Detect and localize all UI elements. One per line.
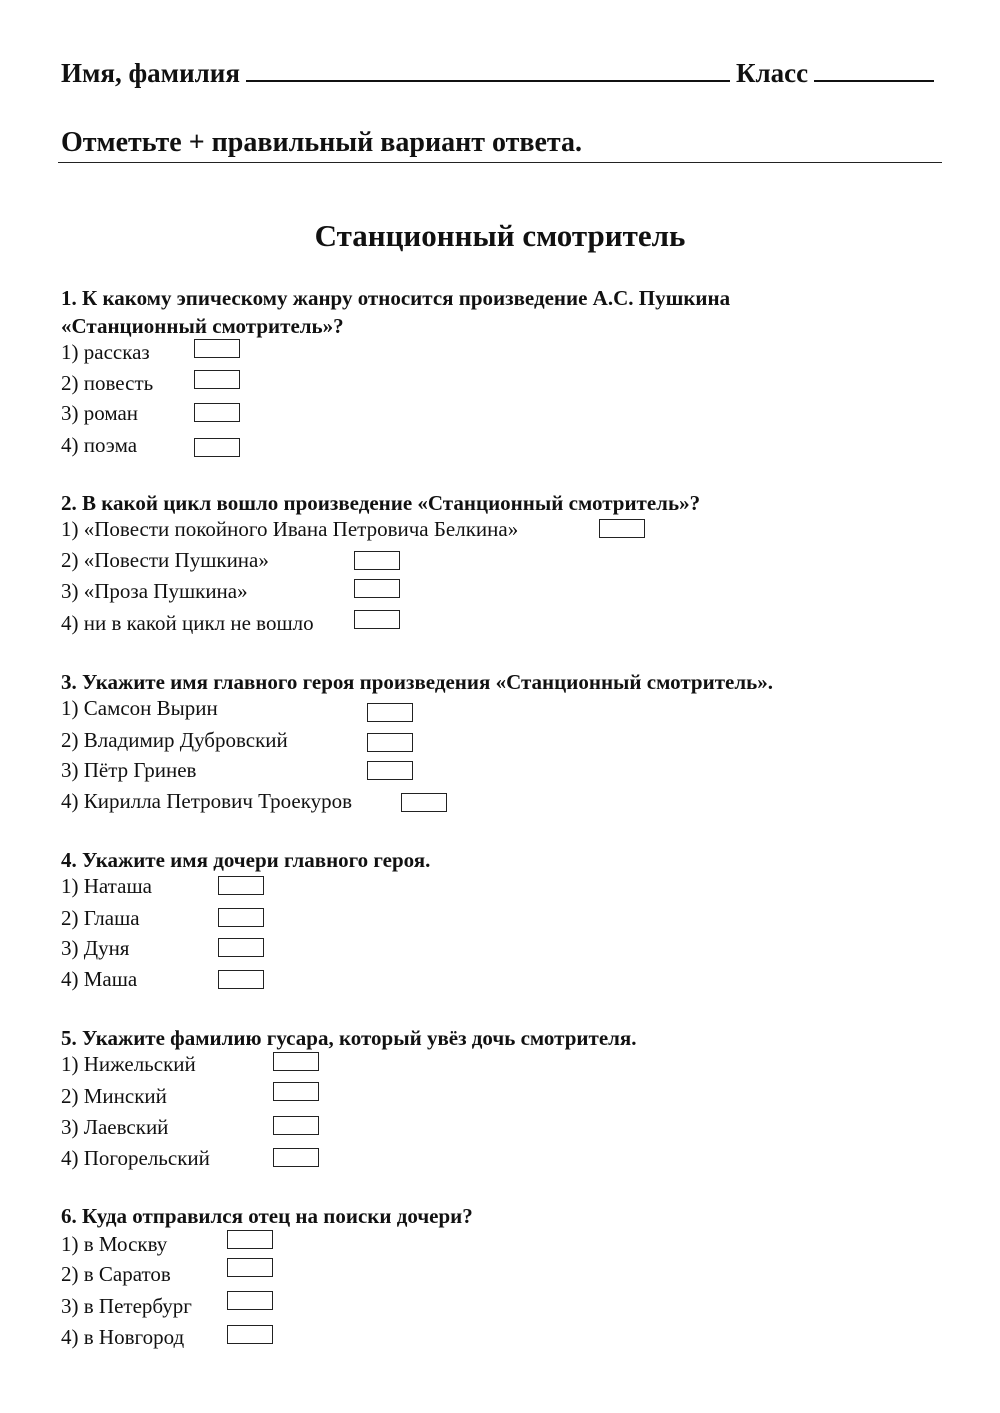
question-4-option-2: 2) Глаша [61,906,140,930]
question-2 [61,489,941,635]
question-2-text: 2. В какой цикл вошло произведение «Станционный смотритель»? [61,491,701,515]
question-2-answer-box-2[interactable] [354,551,400,570]
question-6-option-3: 3) в Петербург [61,1294,192,1318]
class-field[interactable] [814,58,934,82]
question-5-option-4: 4) Погорельский [61,1146,210,1170]
name-label: Имя, фамилия [61,58,240,88]
question-4-answer-box-1[interactable] [218,876,264,895]
question-1-answer-box-4[interactable] [194,438,240,457]
question-1-text-line2: «Станционный смотритель»? [61,314,344,338]
question-2-option-3: 3) «Проза Пушкина» [61,579,248,603]
question-3-option-3: 3) Пётр Гринев [61,758,197,782]
question-1-answer-box-3[interactable] [194,403,240,422]
question-5-answer-box-1[interactable] [273,1052,319,1071]
question-3-option-1: 1) Самсон Вырин [61,696,218,720]
instruction-divider [58,162,942,163]
page-title: Станционный смотритель [314,218,686,253]
question-3-answer-box-3[interactable] [367,761,413,780]
question-6-option-4: 4) в Новгород [61,1325,185,1349]
question-2-answer-box-3[interactable] [354,579,400,598]
question-4-option-1: 1) Наташа [61,874,152,898]
question-1-option-4: 4) поэма [61,433,138,457]
question-6-answer-box-1[interactable] [227,1230,273,1249]
question-1-option-3: 3) роман [61,401,139,425]
question-4-answer-box-4[interactable] [218,970,264,989]
question-6-option-1: 1) в Москву [61,1232,168,1256]
question-5-answer-box-3[interactable] [273,1116,319,1135]
question-6-text: 6. Куда отправился отец на поиски дочери? [61,1204,473,1228]
question-1-answer-box-2[interactable] [194,370,240,389]
class-label: Класс [735,58,809,88]
question-5-option-3: 3) Лаевский [61,1115,169,1139]
question-3-option-4: 4) Кирилла Петрович Троекуров [61,789,353,813]
question-3 [61,668,941,813]
question-6 [61,1202,941,1349]
question-4-option-3: 3) Дуня [61,936,130,960]
question-1-text [61,284,941,340]
question-5-text: 5. Укажите фамилию гусара, который увёз дочь смотрителя. [61,1026,637,1050]
question-2-option-1: 1) «Повести покойного Ивана Петровича Белкина» [61,517,519,541]
question-5 [61,1024,941,1170]
question-1-answer-box-1[interactable] [194,339,240,358]
question-5-answer-box-4[interactable] [273,1148,319,1167]
question-1-option-2: 2) повесть [61,371,154,395]
name-field[interactable] [246,58,730,82]
question-4-option-4: 4) Маша [61,967,138,991]
question-5-option-2: 2) Минский [61,1084,167,1108]
question-1 [61,284,941,457]
question-4-answer-box-3[interactable] [218,938,264,957]
question-2-answer-box-4[interactable] [354,610,400,629]
question-1-option-1: 1) рассказ [61,340,150,364]
question-1-text-line1: 1. К какому эпическому жанру относится произведение А.С. Пушкина [61,286,731,310]
question-6-answer-box-3[interactable] [227,1291,273,1310]
header-line [61,58,941,89]
question-3-text: 3. Укажите имя главного героя произведения «Станционный смотритель». [61,670,773,694]
question-5-option-1: 1) Нижельский [61,1052,196,1076]
question-2-option-2: 2) «Повести Пушкина» [61,548,269,572]
instruction-text: Отметьте + правильный вариант ответа. [61,127,583,158]
question-3-option-2: 2) Владимир Дубровский [61,728,288,752]
question-4-text: 4. Укажите имя дочери главного героя. [61,848,431,872]
question-6-option-2: 2) в Саратов [61,1262,171,1286]
question-6-answer-box-2[interactable] [227,1258,273,1277]
question-5-answer-box-2[interactable] [273,1082,319,1101]
question-2-answer-box-1[interactable] [599,519,645,538]
question-4 [61,846,941,991]
question-6-answer-box-4[interactable] [227,1325,273,1344]
question-4-answer-box-2[interactable] [218,908,264,927]
question-2-option-4: 4) ни в какой цикл не вошло [61,611,314,635]
question-3-answer-box-4[interactable] [401,793,447,812]
question-3-answer-box-2[interactable] [367,733,413,752]
question-3-answer-box-1[interactable] [367,703,413,722]
